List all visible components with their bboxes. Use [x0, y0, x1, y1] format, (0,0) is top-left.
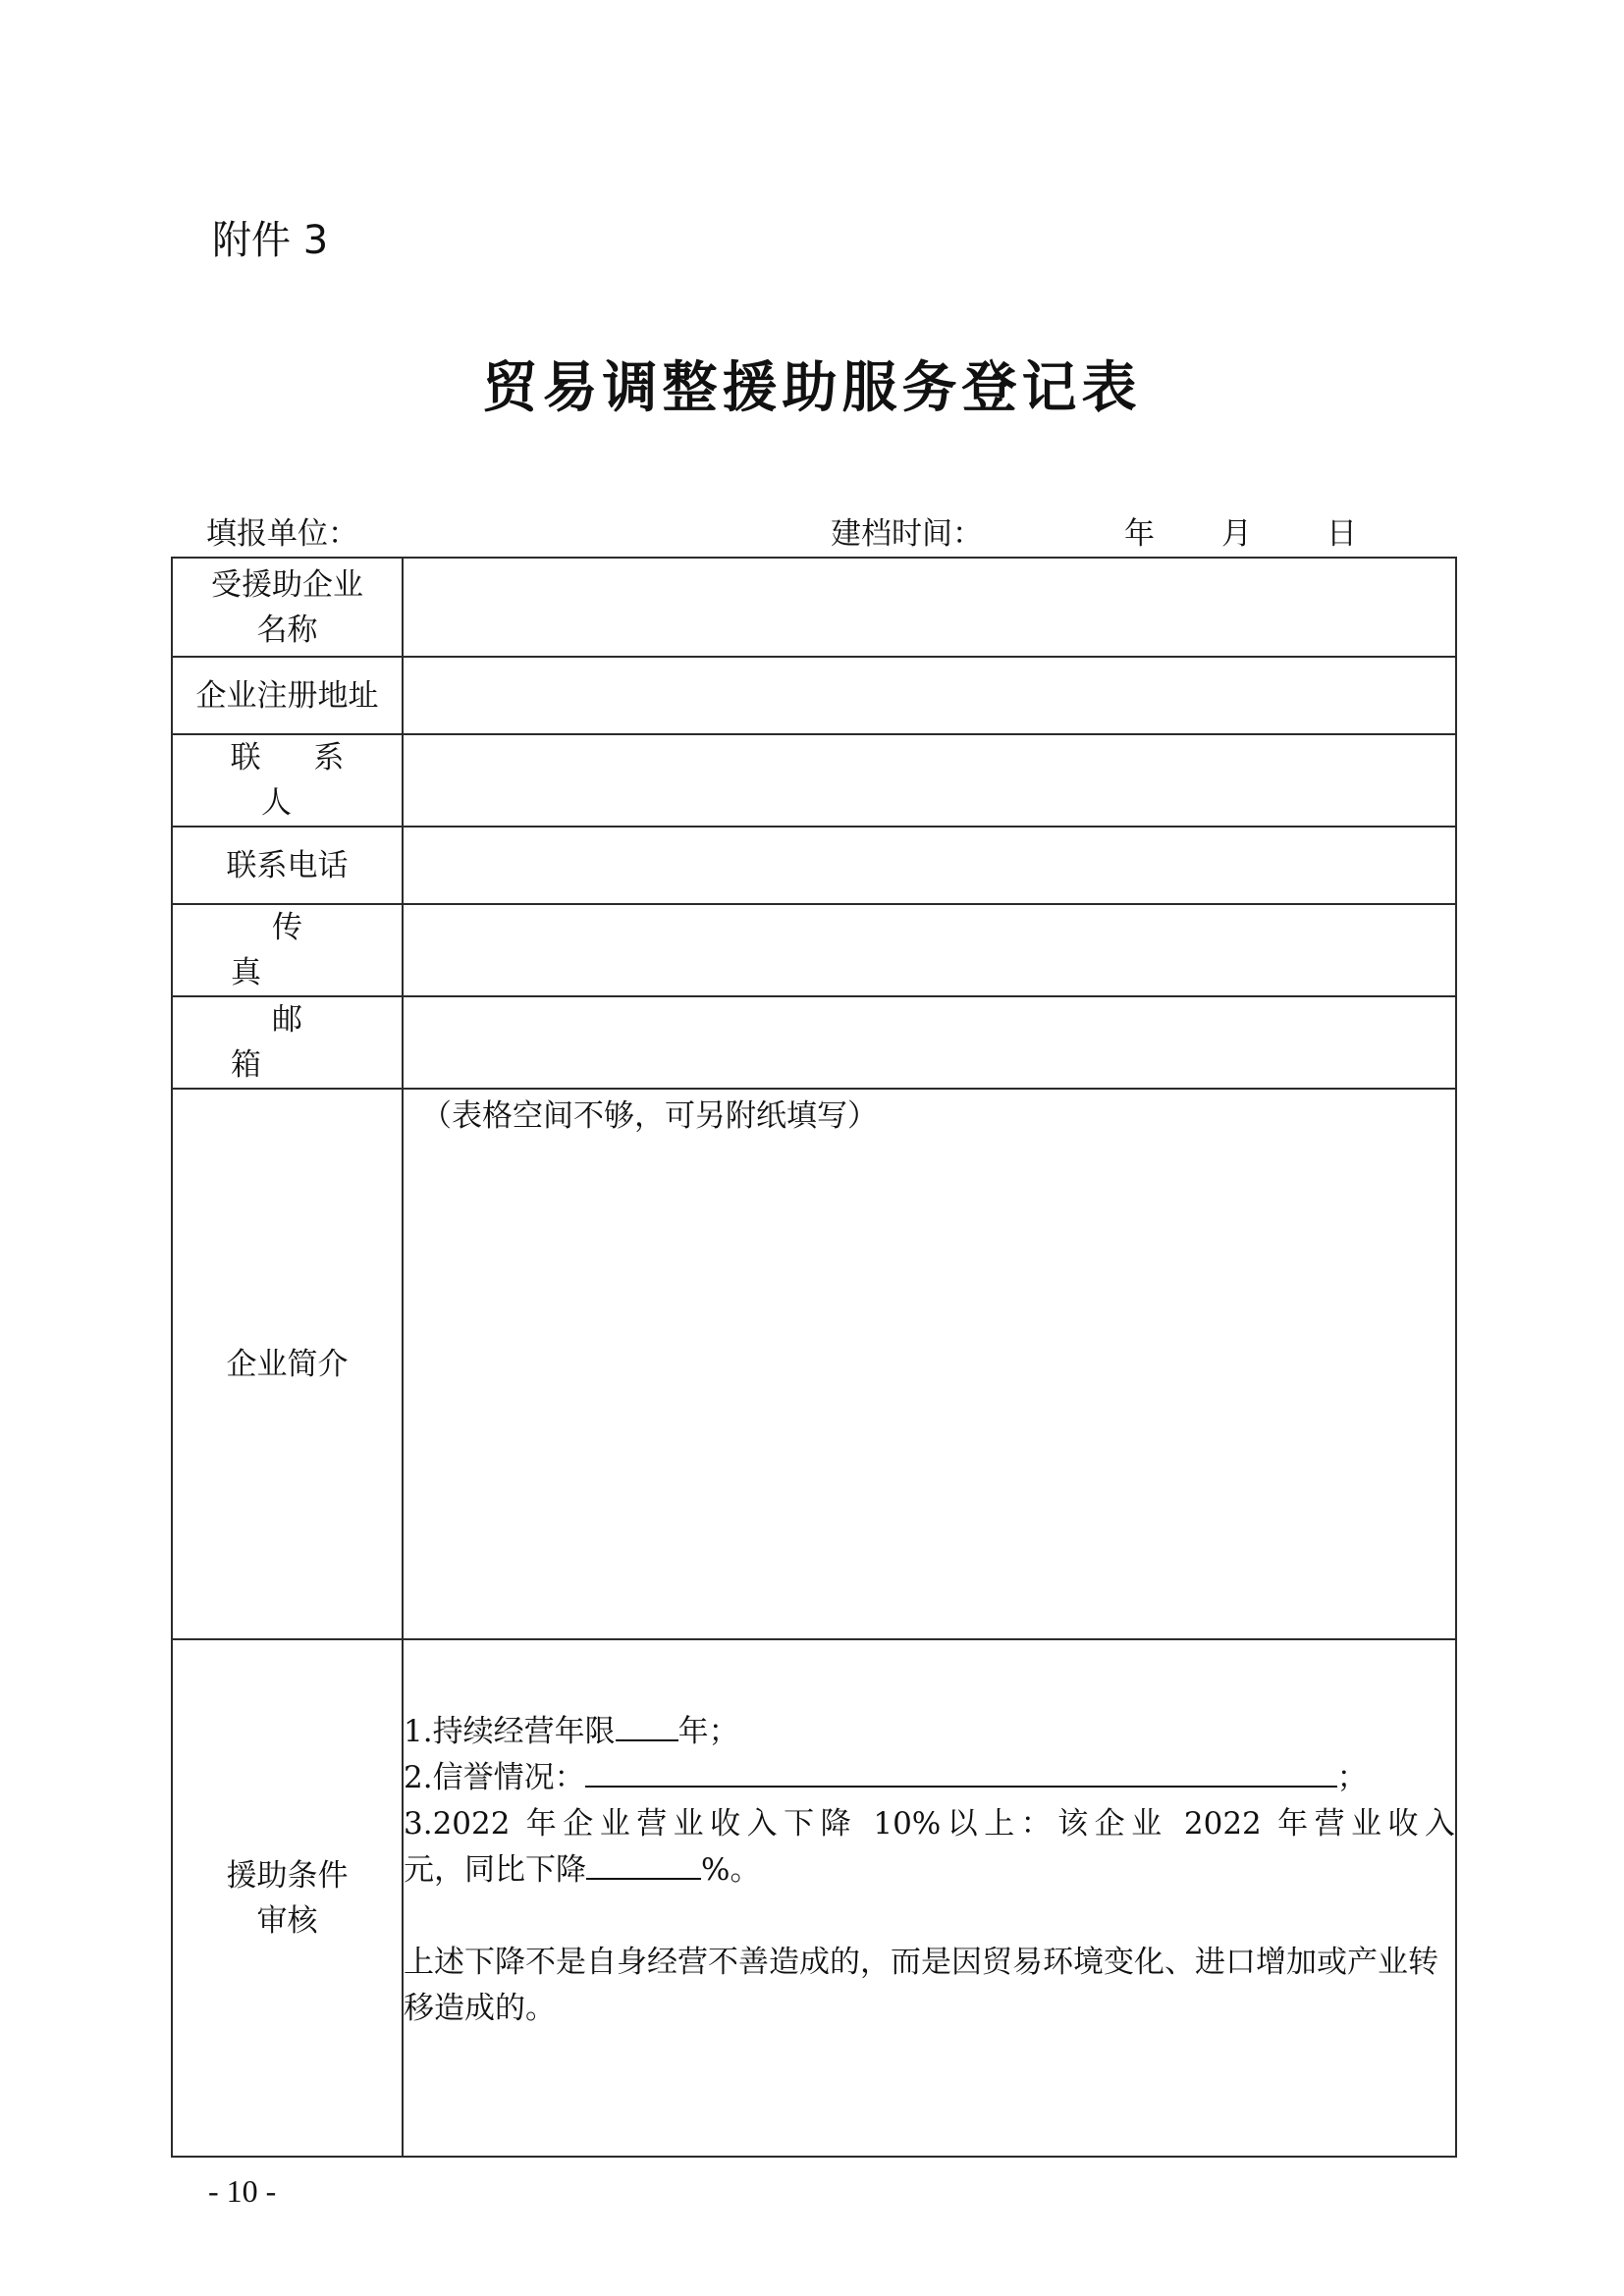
assistance-conditions-label	[172, 1639, 403, 2157]
fill-unit-label: 填报单位：	[206, 516, 358, 552]
contact-person-label	[172, 734, 403, 827]
company-name-label	[172, 558, 403, 657]
company-name-field[interactable]	[403, 558, 1456, 657]
condition-1-suffix: 年；	[677, 1714, 739, 1749]
email-label-text: 邮箱	[231, 1002, 385, 1083]
table-row-assistance-conditions	[172, 1639, 1456, 2157]
spacer	[404, 1894, 1455, 1940]
table-row-fax	[172, 904, 1456, 996]
table-row-contact-phone	[172, 827, 1456, 904]
condition-2	[404, 1755, 1455, 1801]
assistance-conditions-label-line1: 援助条件	[226, 1857, 349, 1894]
statement-text: 上述下降不是自身经营不善造成的，而是因贸易环境变化、进口增加或产业转移造成的。	[404, 1945, 1438, 2026]
contact-person-field[interactable]	[403, 734, 1456, 827]
spacer-bottom	[404, 2032, 1455, 2087]
email-field[interactable]	[403, 996, 1456, 1089]
company-intro-field[interactable]	[403, 1089, 1456, 1639]
fax-label-text: 传真	[231, 910, 385, 990]
company-name-label-line2: 名称	[256, 612, 318, 648]
email-label	[172, 996, 403, 1089]
decline-percent-blank[interactable]	[586, 1848, 701, 1880]
registered-address-field[interactable]	[403, 657, 1456, 734]
condition-2-suffix: ；	[1336, 1760, 1368, 1795]
registered-address-label: 企业注册地址	[172, 657, 403, 734]
operating-years-blank[interactable]	[616, 1710, 678, 1741]
table-row-email	[172, 996, 1456, 1089]
credit-status-blank[interactable]	[585, 1756, 1337, 1788]
page-number: - 10 -	[208, 2173, 277, 2209]
table-row-company-intro	[172, 1089, 1456, 1639]
condition-3-cont-suffix: %。	[701, 1852, 761, 1888]
fax-field[interactable]	[403, 904, 1456, 996]
condition-1	[404, 1709, 1455, 1755]
condition-3-cont-text: 元，同比下降	[404, 1852, 586, 1888]
archive-time-label: 建档时间：	[831, 516, 983, 552]
day-label: 日	[1326, 516, 1357, 552]
fax-label	[172, 904, 403, 996]
condition-1-text: 1.持续经营年限	[404, 1714, 616, 1749]
table-row-company-name	[172, 558, 1456, 657]
month-label: 月	[1221, 516, 1252, 552]
company-intro-label: 企业简介	[172, 1089, 403, 1639]
company-name-label-line1: 受援助企业	[211, 566, 363, 603]
contact-phone-field[interactable]	[403, 827, 1456, 904]
registration-form-table	[171, 557, 1457, 2158]
year-label: 年	[1124, 516, 1155, 552]
table-row-registered-address	[172, 657, 1456, 734]
contact-person-label-text: 联 系 人	[230, 740, 366, 821]
page-title: 贸易调整援助服务登记表	[482, 355, 1142, 420]
assistance-conditions-label-line2: 审核	[256, 1902, 318, 1939]
condition-3-continued	[404, 1847, 1455, 1894]
condition-2-text: 2.信誉情况：	[404, 1760, 585, 1795]
contact-phone-label: 联系电话	[172, 827, 403, 904]
condition-3: 3.2022 年企业营业收入下降 10%以上：该企业 2022 年营业收入	[404, 1806, 1455, 1842]
attachment-label: 附件 3	[212, 218, 329, 263]
assistance-conditions-content	[403, 1639, 1456, 2157]
company-intro-note: （表格空间不够，可另附纸填写）	[421, 1098, 878, 1134]
table-row-contact-person	[172, 734, 1456, 827]
